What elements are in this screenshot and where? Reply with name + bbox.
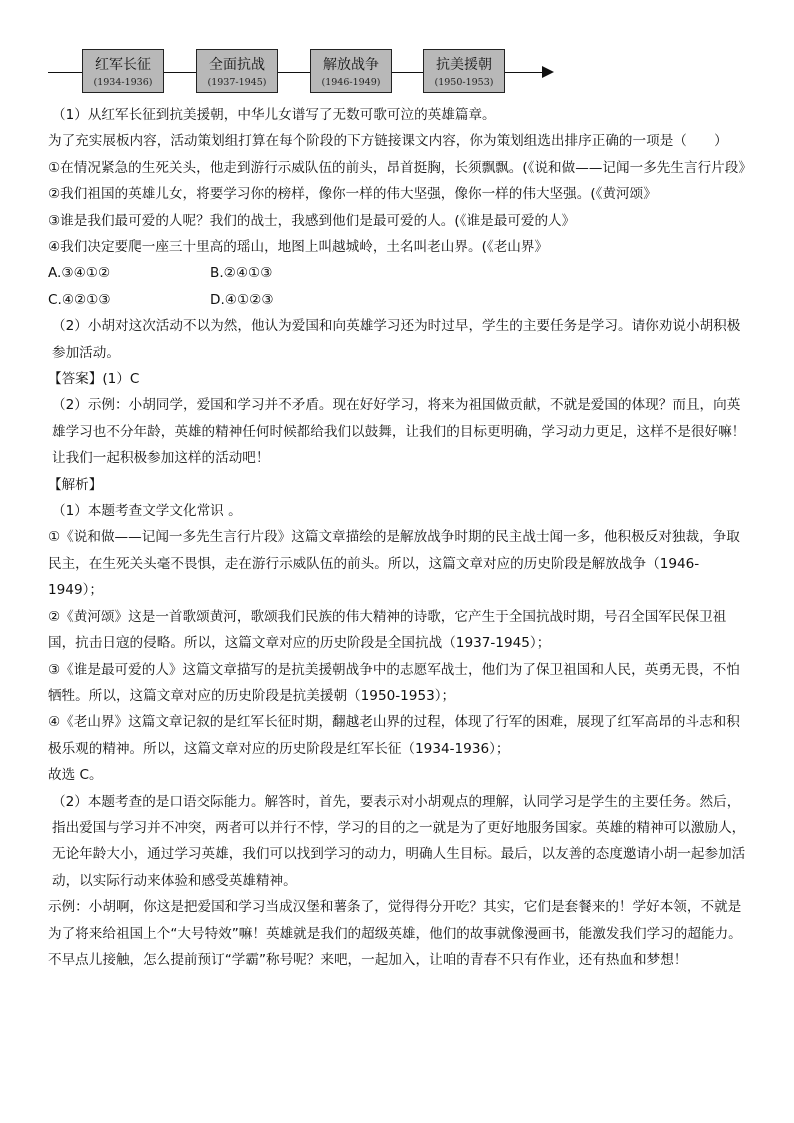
timeline-stage-long-march: [82, 49, 164, 93]
q1-item-2: ②我们祖国的英雄儿女，将要学习你的榜样，像你一样的伟大坚强，像你一样的伟大坚强。(《黄河颂》: [48, 186, 657, 203]
stage-name: 解放战争: [323, 57, 379, 73]
q2-text: （2）小胡对这次活动不以为然，他认为爱国和向英雄学习还为时过早，学生的主要任务是学习。请你劝说小胡积极参加活动。: [52, 318, 741, 361]
q1-options-row-1: [48, 260, 748, 286]
option-c: C.④②①③: [48, 291, 111, 308]
analysis-p2: （2）本题考查的是口语交际能力。解答时，首先，要表示对小胡观点的理解，认同学习是学生的主要任务。然后，指出爱国与学习并不冲突，两者可以并行不悖，学习的目的之一就是为了更好地服务国家。英雄的精神可以激励人，无论年龄大小，通过学习英雄，我们可以找到学习的动力，明确人生目标。最后，以友善的态度邀请小胡一起参加活动，以实际行动来体验和感受英雄精神。: [52, 793, 746, 889]
option-d: D.④①②③: [210, 291, 274, 308]
timeline-diagram: [48, 46, 558, 96]
option-b: B.②④①③: [210, 265, 273, 282]
question-content: [48, 102, 752, 973]
answer-label: 【答案】(1）C: [48, 371, 140, 388]
timeline-stage-liberation-war: [310, 49, 392, 93]
q1-intro: （1）从红军长征到抗美援朝，中华儿女谱写了无数可歌可泣的英雄篇章。: [52, 107, 496, 123]
stage-years: (1946-1949): [321, 77, 381, 88]
stage-name: 抗美援朝: [436, 57, 492, 73]
analysis-p1-head: （1）本题考查文学文化常识 。: [52, 503, 242, 520]
q1-item-1: ①在情况紧急的生死关头，他走到游行示威队伍的前头，昂首挺胸，长须飘飘。(《说和做——记闻一多先生言行片段》: [48, 159, 752, 176]
timeline-arrow-icon: [542, 66, 554, 78]
analysis-item-2: ②《黄河颂》这是一首歌颂黄河，歌颂我们民族的伟大精神的诗歌，它产生于全国抗战时期，号召全国军民保卫祖国，抗击日寇的侵略。所以，这篇文章对应的历史阶段是全国抗战（1937-1945）；: [48, 608, 727, 652]
stage-name: 全面抗战: [209, 57, 265, 73]
q1-options-row-2: [48, 287, 748, 313]
q1-stem: 为了充实展板内容，活动策划组打算在每个阶段的下方链接课文内容，你为策划组选出排序正确的一项是（ ）: [48, 133, 728, 150]
analysis-conclusion: 故选 C。: [48, 767, 103, 784]
timeline-stage-anti-japanese-war: [196, 49, 278, 93]
analysis-example: 示例：小胡啊，你这是把爱国和学习当成汉堡和薯条了，觉得得分开吃？其实，它们是套餐来的！学好本领，不就是为了将来给祖国上个“大号特效”嘛！英雄就是我们的超级英雄，他们的故事就像漫画书，能激发我们学习的超能力。不早点儿接触，怎么提前预订“学霸”称号呢？来吧，一起加入，让咱的青春不只有作业，还有热血和梦想！: [48, 899, 742, 968]
timeline-stage-korean-war: [423, 49, 505, 93]
q1-item-4: ④我们决定要爬一座三十里高的瑶山，地图上叫越城岭，土名叫老山界。(《老山界》: [48, 239, 549, 256]
stage-years: (1950-1953): [434, 77, 494, 88]
analysis-label: 【解析】: [48, 476, 103, 493]
q1-item-3: ③谁是我们最可爱的人呢？我们的战士，我感到他们是最可爱的人。(《谁是最可爱的人》: [48, 212, 576, 229]
stage-years: (1934-1936): [93, 77, 153, 88]
analysis-item-1: ①《说和做——记闻一多先生言行片段》这篇文章描绘的是解放战争时期的民主战士闻一多，他积极反对独裁，争取民主，在生死关头毫不畏惧，走在游行示威队伍的前头。所以，这篇文章对应的历史阶段是解放战争（1946-1949）；: [48, 529, 740, 599]
stage-years: (1937-1945): [207, 77, 267, 88]
answer-text: （2）示例：小胡同学，爱国和学习并不矛盾。现在好好学习，将来为祖国做贡献，不就是爱国的体现？而且，向英雄学习也不分年龄，英雄的精神任何时候都给我们以鼓舞，让我们的目标更明确，学习动力更足，这样不是很好嘛！让我们一起积极参加这样的活动吧！: [52, 397, 746, 467]
stage-name: 红军长征: [95, 57, 151, 73]
analysis-item-3: ③《谁是最可爱的人》这篇文章描写的是抗美援朝战争中的志愿军战士，他们为了保卫祖国和人民，英勇无畏，不怕牺牲。所以，这篇文章对应的历史阶段是抗美援朝（1950-1953）；: [48, 661, 740, 704]
analysis-item-4: ④《老山界》这篇文章记叙的是红军长征时期，翻越老山界的过程，体现了行军的困难，展现了红军高昂的斗志和积极乐观的精神。所以，这篇文章对应的历史阶段是红军长征（1934-1936）；: [48, 714, 740, 757]
option-a: A.③④①②: [48, 265, 111, 282]
